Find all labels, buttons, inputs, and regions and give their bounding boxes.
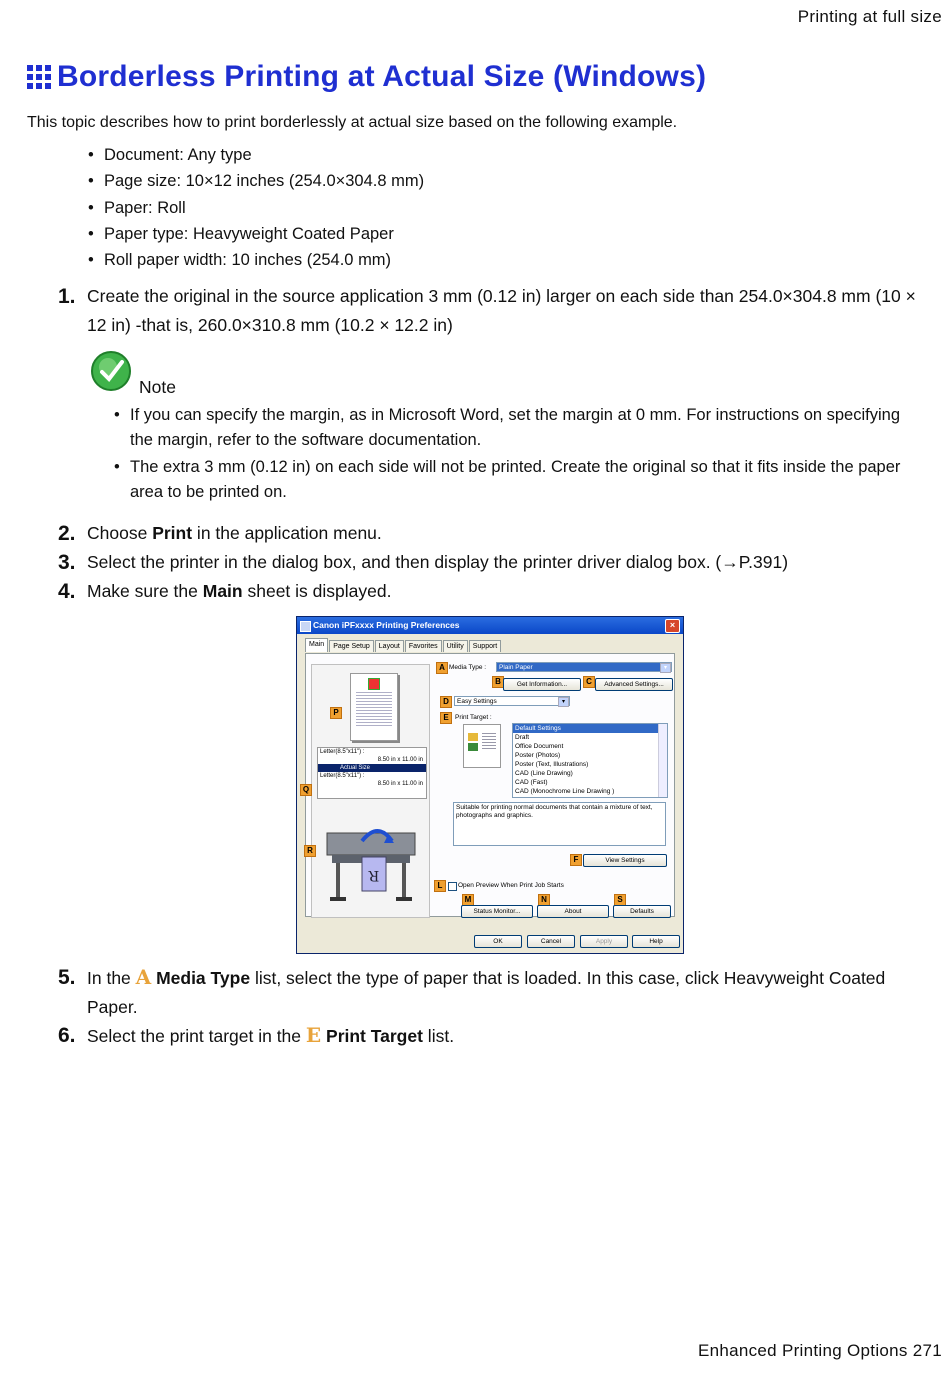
- media-type-select[interactable]: [496, 662, 672, 672]
- tag-b: B: [492, 676, 504, 688]
- dialog-title-bar: [297, 617, 683, 634]
- media-type-label: Media Type :: [449, 664, 487, 671]
- callout-a-icon: A: [135, 965, 152, 989]
- tab-favorites[interactable]: Favorites: [405, 640, 442, 652]
- media-type-value: Plain Paper: [499, 664, 533, 671]
- main-sheet-panel: [302, 653, 675, 917]
- printing-preferences-dialog: [296, 616, 684, 954]
- step-keyword: Media Type: [156, 968, 251, 988]
- tag-e: E: [440, 712, 452, 724]
- page-title-row: [27, 60, 706, 94]
- tag-f: F: [570, 854, 582, 866]
- tab-utility[interactable]: Utility: [443, 640, 468, 652]
- step-text: Choose: [87, 523, 153, 543]
- advanced-settings-button[interactable]: Advanced Settings...: [595, 678, 673, 691]
- step-text: list.: [422, 1026, 455, 1046]
- list-item: • The extra 3 mm (0.12 in) on each side will not be printed. Create the original so that it fits inside the paper area to be printed on.: [114, 455, 904, 505]
- printer-illustration-icon: [322, 815, 420, 905]
- cancel-button[interactable]: Cancel: [527, 935, 575, 948]
- size-line: Letter(8.5"x11") :: [320, 749, 365, 755]
- tag-a: A: [436, 662, 448, 674]
- status-monitor-button[interactable]: Status Monitor...: [461, 905, 533, 918]
- step-number: 3.: [58, 551, 76, 574]
- tag-c: C: [583, 676, 595, 688]
- step-keyword: Print: [152, 523, 193, 543]
- intro-text: This topic describes how to print borderlessly at actual size based on the following example.: [27, 114, 678, 131]
- callout-e-icon: E: [305, 1023, 322, 1047]
- list-item[interactable]: Draft: [515, 734, 530, 741]
- step-number: 5.: [58, 966, 76, 989]
- list-item[interactable]: Poster (Photos): [515, 752, 561, 759]
- apply-button[interactable]: Apply: [580, 935, 628, 948]
- tag-m: M: [462, 894, 474, 906]
- tag-d: D: [440, 696, 452, 708]
- tag-s: S: [614, 894, 626, 906]
- size-line: 8.50 in x 11.00 in: [377, 781, 423, 787]
- preview-letter: R: [368, 867, 380, 883]
- help-button[interactable]: Help: [632, 935, 680, 948]
- tag-q: Q: [300, 784, 312, 796]
- list-item: • Document: Any type: [88, 142, 424, 168]
- tag-l: L: [434, 880, 446, 892]
- page-footer: Enhanced Printing Options 271: [697, 1341, 942, 1360]
- step-keyword: Main: [202, 581, 243, 601]
- step-5: [58, 963, 918, 1022]
- step-text: Make sure the: [87, 581, 203, 601]
- list-item[interactable]: CAD (Fast): [515, 779, 548, 786]
- pencil-check-icon: [91, 350, 133, 392]
- list-item: • Paper: Roll: [88, 195, 424, 221]
- step-number: 1.: [58, 285, 76, 308]
- open-preview-label: Open Preview When Print Job Starts: [458, 882, 564, 889]
- step-number: 2.: [58, 522, 76, 545]
- step-text: Select the print target in the: [87, 1026, 306, 1046]
- tag-r: R: [304, 845, 316, 857]
- list-item: • Roll paper width: 10 inches (254.0 mm): [88, 247, 424, 273]
- note-label: Note: [139, 377, 176, 397]
- step-4: [58, 577, 918, 606]
- chevron-down-icon: ▾: [660, 663, 671, 673]
- step-2: [58, 519, 918, 548]
- tab-support[interactable]: Support: [469, 640, 502, 652]
- about-button[interactable]: About: [537, 905, 609, 918]
- size-line-selected: Actual Size: [318, 764, 426, 772]
- print-target-label: Print Target :: [455, 714, 492, 721]
- step-number: 6.: [58, 1024, 76, 1047]
- step-text: in the application menu.: [192, 523, 382, 543]
- paper-size-info: [317, 747, 427, 799]
- scrollbar[interactable]: [658, 724, 667, 797]
- settings-preview: [311, 664, 430, 918]
- running-header: Printing at full size: [797, 7, 942, 26]
- step-text: sheet is displayed.: [242, 581, 392, 601]
- mode-value: Easy Settings: [457, 698, 497, 705]
- print-target-description: Suitable for printing normal documents that contain a mixture of text, photographs and graphics.: [453, 802, 666, 846]
- example-list: [88, 142, 424, 273]
- size-line: Letter(8.5"x11") :: [320, 773, 365, 779]
- grid-icon: [27, 65, 51, 89]
- get-information-button[interactable]: Get Information...: [503, 678, 581, 691]
- list-item: • If you can specify the margin, as in Microsoft Word, set the margin at 0 mm. For instructions on specifying the margin, refer to the software documentation.: [114, 403, 904, 453]
- tab-page-setup[interactable]: Page Setup: [329, 640, 374, 652]
- list-item[interactable]: Office Document: [515, 743, 564, 750]
- print-target-list[interactable]: [512, 723, 668, 798]
- dialog-tabs: [305, 640, 502, 652]
- step-text: Select the printer in the dialog box, and then display the printer driver dialog box. (→P.391): [87, 552, 789, 572]
- step-1: [58, 282, 918, 340]
- step-text: list, select the type of paper that is loaded. In this case, click Heavyweight Coated Paper.: [87, 968, 886, 1017]
- list-item[interactable]: Poster (Text, Illustrations): [515, 761, 589, 768]
- tag-p: P: [330, 707, 342, 719]
- close-icon[interactable]: ×: [665, 619, 680, 633]
- step-text: In the: [87, 968, 136, 988]
- open-preview-checkbox[interactable]: [448, 882, 457, 891]
- list-item[interactable]: CAD (Monochrome Line Drawing ): [515, 788, 615, 795]
- view-settings-button[interactable]: View Settings: [583, 854, 667, 867]
- tab-main[interactable]: Main: [305, 638, 328, 652]
- tag-n: N: [538, 894, 550, 906]
- list-item: • Paper type: Heavyweight Coated Paper: [88, 221, 424, 247]
- chevron-down-icon: ▾: [558, 697, 569, 707]
- step-number: 4.: [58, 580, 76, 603]
- printer-app-icon: [300, 621, 311, 632]
- dialog-title: Canon iPFxxxx Printing Preferences: [313, 620, 460, 630]
- step-6: [58, 1021, 918, 1051]
- size-line: 8.50 in x 11.00 in: [377, 757, 423, 763]
- page-title: Borderless Printing at Actual Size (Windows): [57, 60, 707, 93]
- print-target-thumbnail: [463, 724, 501, 768]
- step-text: Create the original in the source application 3 mm (0.12 in) larger on each side than 254.0×304.8 mm (10 × 12 in) -that is, 260.0×310.8 mm (10.2 × 12.2 in): [87, 286, 916, 335]
- step-keyword: Print Target: [326, 1026, 423, 1046]
- list-item: • Page size: 10×12 inches (254.0×304.8 mm): [88, 168, 424, 194]
- mode-select[interactable]: [454, 696, 570, 706]
- step-3: [58, 548, 918, 577]
- list-item[interactable]: CAD (Line Drawing): [515, 770, 573, 777]
- note-list: [114, 403, 904, 506]
- list-item[interactable]: Default Settings: [513, 724, 667, 733]
- tab-layout[interactable]: Layout: [375, 640, 404, 652]
- defaults-button[interactable]: Defaults: [613, 905, 671, 918]
- ok-button[interactable]: OK: [474, 935, 522, 948]
- paper-preview-icon: [350, 673, 398, 741]
